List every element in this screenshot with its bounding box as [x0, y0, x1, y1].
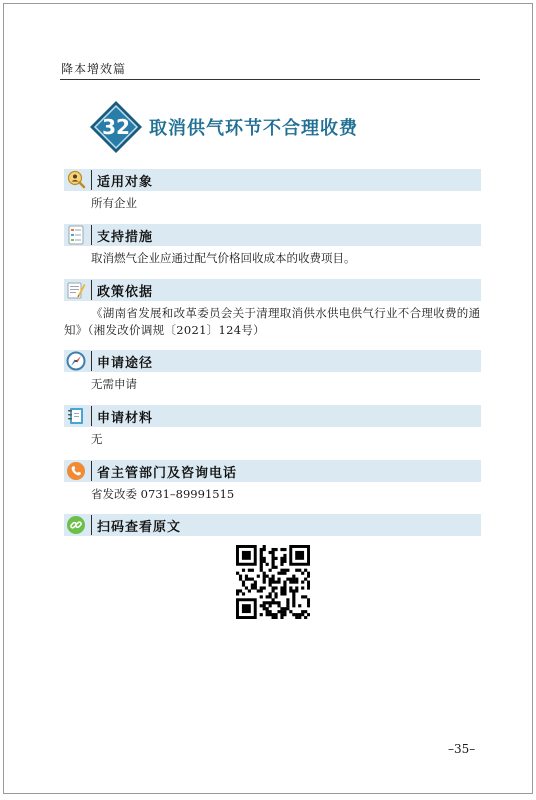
section-body: 取消燃气企业应通过配气价格回收成本的收费项目。	[91, 251, 356, 265]
item-title-row	[89, 100, 358, 154]
section-bar	[64, 514, 481, 536]
section-title: 支持措施	[97, 229, 154, 245]
section-materials	[64, 405, 481, 448]
compass-icon	[64, 350, 88, 372]
section-body: 所有企业	[91, 196, 137, 210]
section-channel	[64, 350, 481, 393]
section-body: 《湖南省发展和改革委员会关于清理取消供水供电供气行业不合理收费的通知》（湘发改价调规〔2021〕124号）	[64, 306, 481, 337]
section-body: 省发改委 0731–89991515	[91, 487, 235, 501]
qr-code[interactable]	[236, 545, 310, 619]
item-number: 32	[102, 115, 130, 139]
section-bar	[64, 279, 481, 301]
section-scan-code	[64, 514, 481, 536]
magnifier-person-icon	[64, 169, 88, 191]
phone-icon	[64, 460, 88, 482]
section-title: 省主管部门及咨询电话	[97, 465, 238, 481]
section-applicable	[64, 169, 481, 212]
section-measures	[64, 224, 481, 267]
section-bar	[64, 169, 481, 191]
header-rule	[60, 79, 480, 80]
section-bar	[64, 350, 481, 372]
section-body: 无	[91, 432, 103, 446]
section-title: 申请材料	[97, 410, 154, 426]
section-title: 适用对象	[97, 174, 154, 190]
section-title: 扫码查看原文	[97, 519, 182, 535]
document-pencil-icon	[64, 279, 88, 301]
checklist-icon	[64, 224, 88, 246]
notebook-icon	[64, 405, 88, 427]
section-title: 申请途径	[97, 355, 154, 371]
section-policy-basis	[64, 279, 481, 339]
section-bar	[64, 405, 481, 427]
section-contact	[64, 460, 481, 503]
running-header: 降本增效篇	[61, 62, 127, 76]
section-bar	[64, 224, 481, 246]
page-number: –35–	[448, 742, 476, 756]
number-badge	[89, 100, 143, 154]
section-body: 无需申请	[91, 377, 137, 391]
section-bar	[64, 460, 481, 482]
page	[3, 3, 533, 794]
section-title: 政策依据	[97, 284, 154, 300]
item-title: 取消供气环节不合理收费	[149, 118, 358, 139]
link-icon	[64, 514, 88, 536]
